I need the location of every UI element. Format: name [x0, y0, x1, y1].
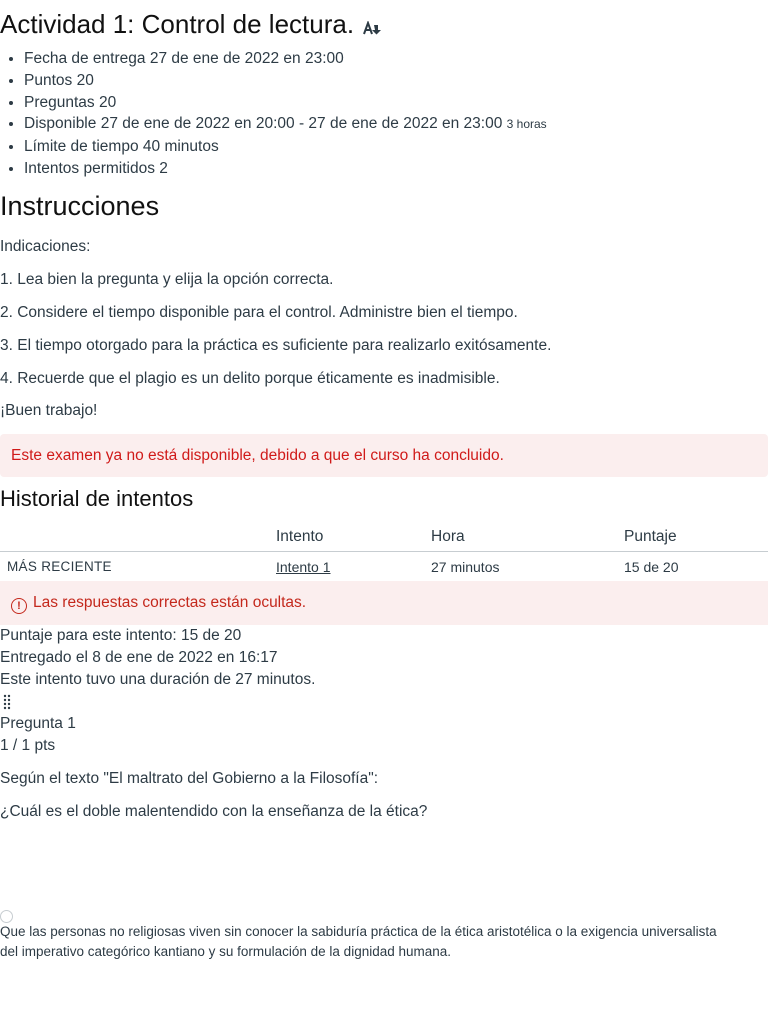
instruction-item: 3. El tiempo otorgado para la práctica es suficiente para realizarlo exitósamente. [0, 337, 552, 354]
instructions-closing: ¡Buen trabajo! [0, 402, 98, 419]
detail-available: • Disponible 27 de ene de 2022 en 20:00 - 27 de ene de 2022 en 23:00 3 horas [24, 113, 547, 136]
detail-points: • Puntos 20 [24, 70, 547, 92]
available-duration: 3 horas [506, 117, 547, 132]
attempt-duration: Este intento tuvo una duración de 27 minutos. [0, 671, 316, 688]
attempt-time: 27 minutos [431, 552, 624, 582]
column-header-intento: Intento [276, 522, 431, 552]
column-header-hora: Hora [431, 522, 624, 552]
attempt-link[interactable]: Intento 1 [276, 558, 331, 575]
column-header-puntaje: Puntaje [624, 522, 768, 552]
row-label: MÁS RECIENTE [0, 552, 276, 582]
drag-handle-icon[interactable] [3, 694, 11, 710]
attempt-score-summary: Puntaje para este intento: 15 de 20 [0, 627, 242, 644]
question-prompt: ¿Cuál es el doble malentendido con la enseñanza de la ética? [0, 803, 428, 820]
warning-circle-icon: ! [11, 598, 27, 614]
question-points: 1 / 1 pts [0, 737, 56, 754]
quiz-details-list [0, 48, 547, 180]
table-header-row [0, 522, 768, 552]
table-row [0, 552, 768, 582]
quiz-title-text: Actividad 1: Control de lectura. [0, 9, 355, 39]
detail-due-date: • Fecha de entrega 27 de ene de 2022 en 23:00 [24, 48, 547, 70]
hidden-answers-text: Las respuestas correctas están ocultas. [33, 594, 307, 611]
instructions-heading: Instrucciones [0, 191, 160, 221]
quiz-title [0, 4, 382, 46]
attempt-history-heading: Historial de intentos [0, 486, 194, 511]
unavailable-alert [0, 434, 768, 477]
answer-option-text: Que las personas no religiosas viven sin conocer la sabiduría práctica de la ética aristotélica o la exigencia universalista del imperativo categórico kantiano y su formulación de la dignidad humana. [0, 924, 717, 959]
column-header [0, 522, 276, 552]
instruction-item: 2. Considere el tiempo disponible para el control. Administre bien el tiempo. [0, 304, 518, 321]
detail-allowed-attempts: • Intentos permitidos 2 [24, 158, 547, 180]
instructions-intro: Indicaciones: [0, 238, 91, 255]
instruction-item: 4. Recuerde que el plagio es un delito porque éticamente es inadmisible. [0, 370, 500, 387]
unavailable-alert-text: Este examen ya no está disponible, debido a que el curso ha concluido. [11, 447, 504, 464]
detail-time-limit: • Límite de tiempo 40 minutos [24, 136, 547, 158]
attempt-history-table [0, 522, 768, 582]
attempt-submitted: Entregado el 8 de ene de 2022 en 16:17 [0, 649, 278, 666]
question-context: Según el texto "El maltrato del Gobierno a la Filosofía": [0, 770, 379, 787]
attempt-score: 15 de 20 [624, 552, 768, 582]
hidden-answers-notice [0, 581, 768, 625]
detail-questions: • Preguntas 20 [24, 92, 547, 114]
instruction-item: 1. Lea bien la pregunta y elija la opción correcta. [0, 271, 334, 288]
question-label: Pregunta 1 [0, 715, 76, 732]
text-direction-icon[interactable] [362, 6, 382, 46]
